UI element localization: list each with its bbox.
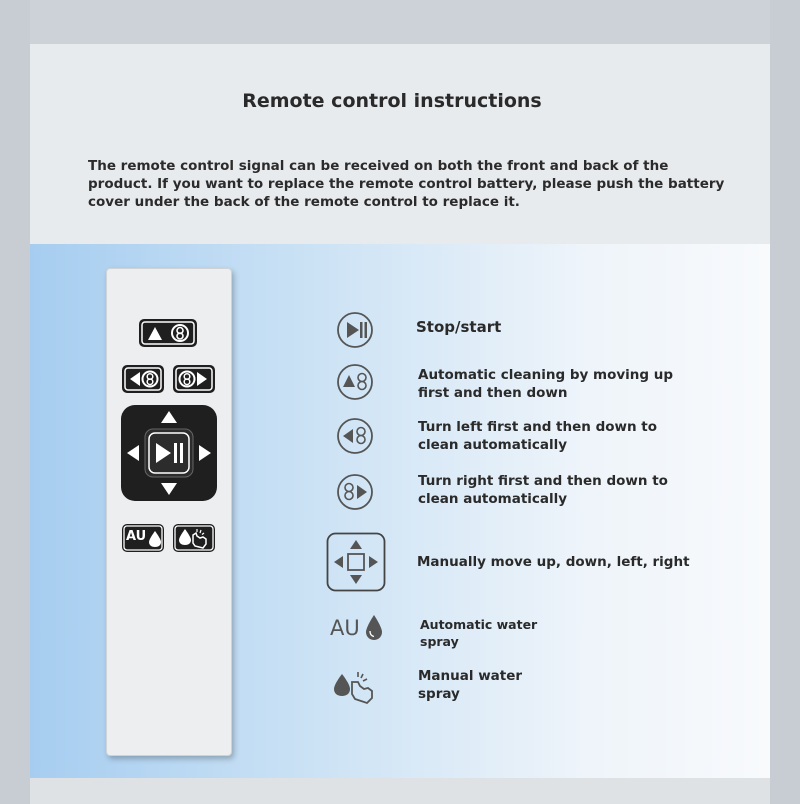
legend-turn-right: Turn right first and then down to clean automatically bbox=[418, 473, 668, 507]
legend-manual-water: Manual water spray bbox=[418, 668, 523, 702]
remote-manual-water-button[interactable] bbox=[173, 524, 215, 552]
remote-auto-water-button[interactable] bbox=[122, 524, 164, 552]
legend-manual-move: Manually move up, down, left, right bbox=[417, 554, 690, 570]
bottom-strip bbox=[30, 778, 770, 804]
water-drop-icon bbox=[364, 614, 384, 642]
legend-turn-left: Turn left first and then down to clean automatically bbox=[418, 419, 658, 453]
manual-water-icon bbox=[330, 668, 380, 708]
remote-panel bbox=[30, 244, 770, 778]
play-pause-icon bbox=[335, 310, 375, 350]
left-clean-icon bbox=[335, 416, 375, 456]
remote-au-label: AU bbox=[126, 529, 147, 544]
auto-water-icon bbox=[330, 614, 390, 644]
legend-auto-water: Automatic water spray bbox=[420, 617, 538, 649]
direction-pad-icon bbox=[121, 405, 217, 501]
legend-stop-start: Stop/start bbox=[416, 318, 502, 336]
remote-left-clean-button[interactable] bbox=[122, 365, 164, 393]
down-arrow-icon bbox=[161, 483, 177, 495]
up-arrow-icon bbox=[161, 411, 177, 423]
left-arrow-icon bbox=[127, 445, 139, 461]
remote-direction-pad[interactable] bbox=[121, 405, 217, 501]
right-clean-icon bbox=[173, 365, 215, 393]
instructions-header bbox=[30, 44, 770, 244]
right-clean-icon bbox=[335, 472, 375, 512]
manual-water-icon bbox=[173, 524, 215, 552]
remote-up-clean-button[interactable] bbox=[139, 319, 197, 347]
legend-auto-up: Automatic cleaning by moving up first and then down bbox=[418, 367, 674, 401]
direction-pad-icon bbox=[326, 532, 386, 592]
up-clean-icon bbox=[139, 319, 197, 347]
au-label: AU bbox=[330, 616, 360, 640]
left-clean-icon bbox=[122, 365, 164, 393]
right-arrow-icon bbox=[199, 445, 211, 461]
remote-right-clean-button[interactable] bbox=[173, 365, 215, 393]
up-clean-icon bbox=[335, 362, 375, 402]
top-strip bbox=[30, 0, 770, 44]
page-title: Remote control instructions bbox=[242, 90, 542, 112]
intro-paragraph: The remote control signal can be received on both the front and back of the product. If you want to replace the remote control battery, please push the battery cover under the back of the remote control to replace it. bbox=[88, 158, 725, 210]
remote-control bbox=[106, 268, 232, 756]
